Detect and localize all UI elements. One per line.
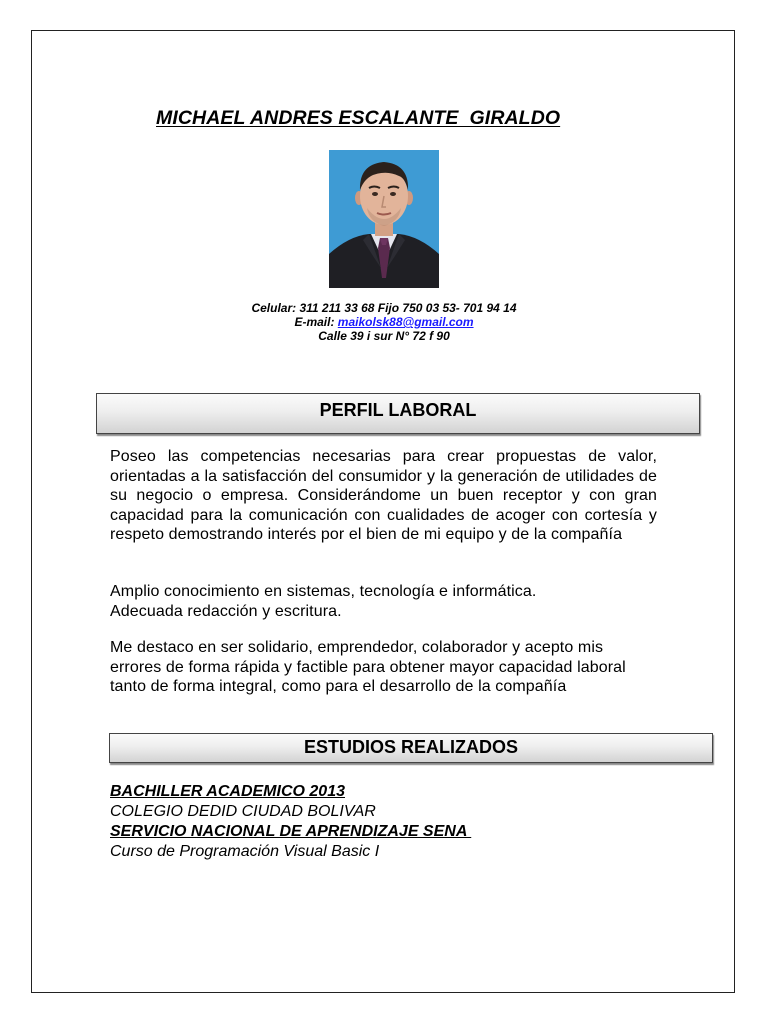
candidate-name: MICHAEL ANDRES ESCALANTE GIRALDO	[156, 107, 561, 129]
education-item-3: SERVICIO NACIONAL DE APRENDIZAJE SENA	[110, 823, 472, 840]
perfil-paragraph-1: Poseo las competencias necesarias para crear propuestas de valor, orientadas a la satisfacción del consumidor y la generación de utilidades de su negocio o empresa. Considerándome un buen receptor y con gran capacidad para la comunicación con cualidades de acoger con cortesía y respeto demostrando interés por el bien de mi equipo y de la compañía	[110, 448, 657, 544]
email-link[interactable]: maikolsk88@gmail.com	[337, 315, 474, 329]
perfil-paragraph-3: Me destaco en ser solidario, emprendedor, colaborador y acepto mis errores de forma rápida y factible para obtener mayor capacidad laboral tanto de forma integral, como para el desarrollo de la compañía	[110, 639, 626, 696]
contact-address: Calle 39 i sur N° 72 f 90	[318, 329, 450, 343]
email-label: E-mail:	[294, 315, 338, 329]
profile-photo	[329, 150, 439, 288]
section-heading-estudios: ESTUDIOS REALIZADOS	[109, 733, 713, 763]
contact-phone: Celular: 311 211 33 68 Fijo 750 03 53- 701 94 14	[251, 301, 517, 315]
contact-email-line	[140, 315, 628, 329]
section-heading-perfil: PERFIL LABORAL	[96, 393, 700, 434]
perfil-paragraph-2: Amplio conocimiento en sistemas, tecnología e informática. Adecuada redacción y escritura.	[110, 583, 537, 620]
education-item-4: Curso de Programación Visual Basic I	[110, 843, 380, 860]
education-item-2: COLEGIO DEDID CIUDAD BOLIVAR	[110, 803, 376, 820]
education-item-1: BACHILLER ACADEMICO 2013	[110, 783, 345, 800]
